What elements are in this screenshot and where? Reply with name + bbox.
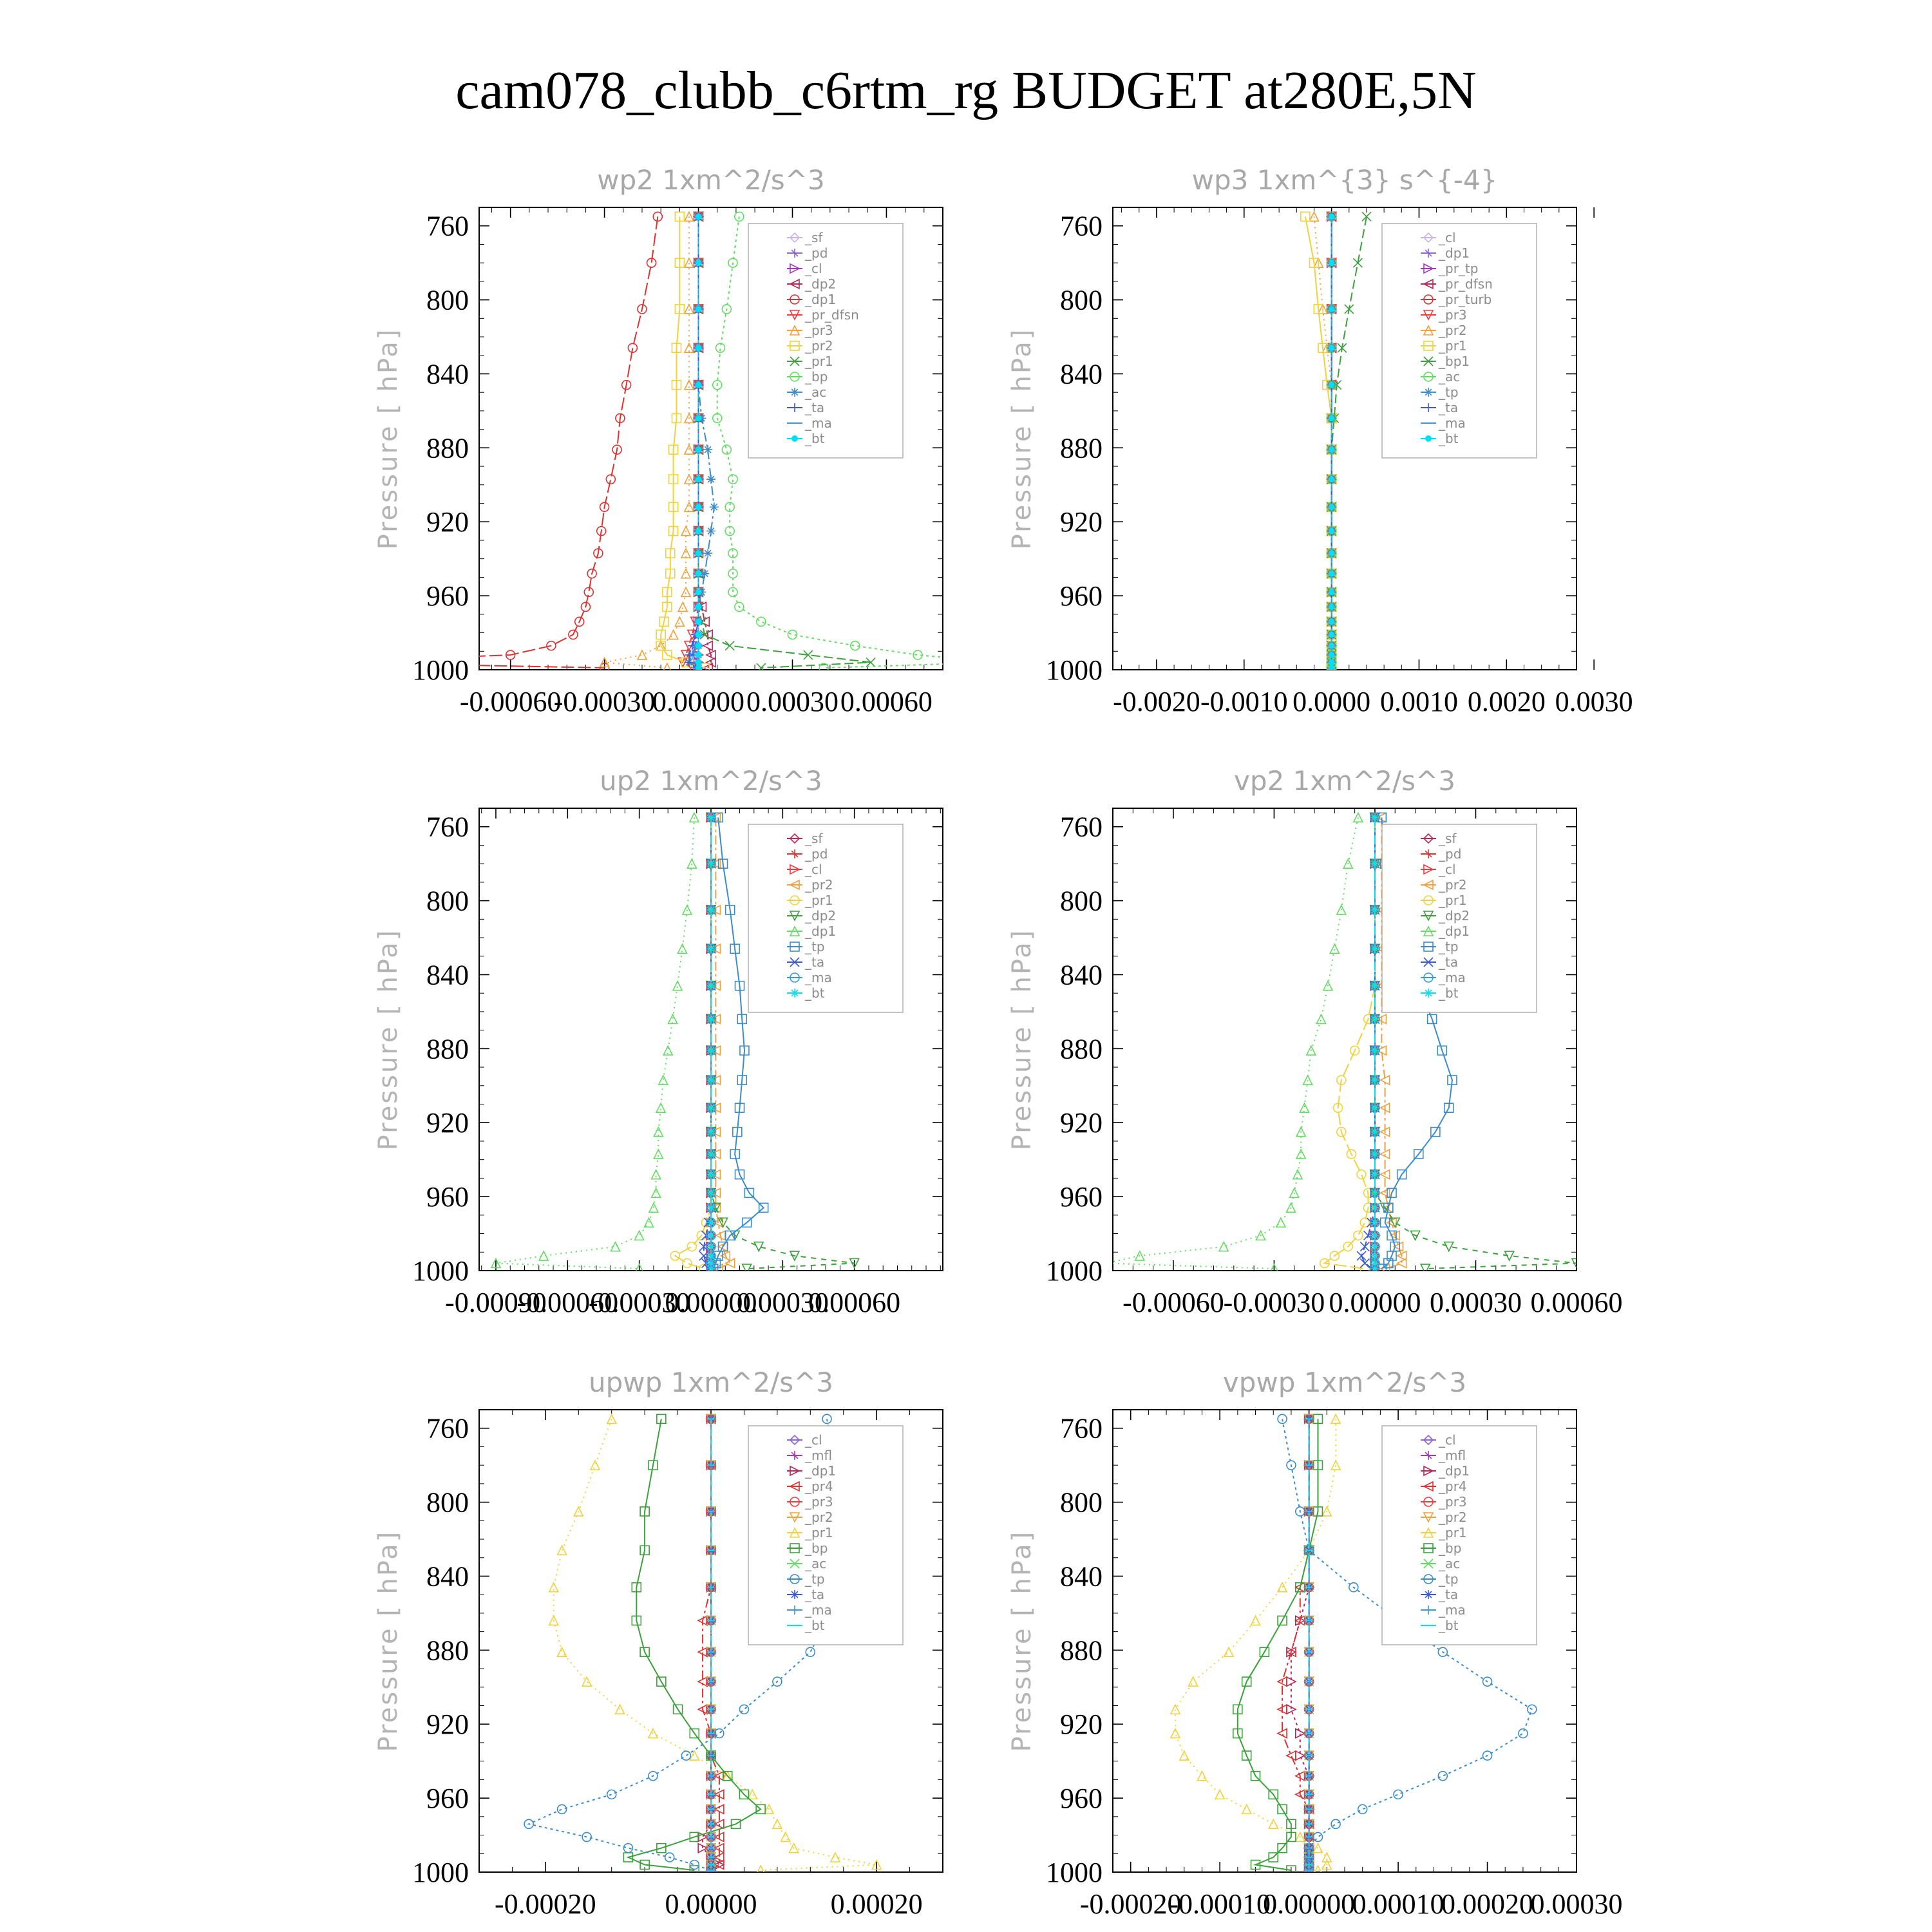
legend-label: _pr3 xyxy=(1439,307,1467,323)
legend-label: _dp1 xyxy=(805,292,837,307)
y-tick-label: 840 xyxy=(426,959,469,991)
x-tick-label: -0.00020 xyxy=(495,1888,596,1920)
panel-title: wp2 1xm^2/s^3 xyxy=(597,164,825,196)
legend xyxy=(748,223,903,458)
x-tick-label: 0.00030 xyxy=(1429,1287,1522,1318)
y-tick-label: 840 xyxy=(426,1560,469,1593)
x-tick-label: -0.00060 xyxy=(516,1287,619,1318)
legend-label: _tp xyxy=(1439,384,1459,400)
legend-label: _dp1 xyxy=(805,1463,837,1479)
legend-label: _sf xyxy=(1439,831,1457,846)
data-point xyxy=(696,345,702,351)
x-tick-label: 0.0030 xyxy=(1555,686,1633,717)
legend-marker xyxy=(791,435,798,442)
x-tick-label: 0.00030 xyxy=(736,1287,829,1318)
y-tick-label: 960 xyxy=(426,1181,469,1213)
y-tick-label: 880 xyxy=(1060,432,1103,464)
data-point xyxy=(706,1218,715,1227)
legend-marker xyxy=(790,388,799,397)
legend-label: _bt xyxy=(1439,985,1459,1001)
data-point xyxy=(1329,659,1335,666)
data-point xyxy=(706,859,715,868)
data-point xyxy=(706,1170,715,1179)
x-tick-label: 0.00010 xyxy=(1352,1888,1444,1920)
legend-label: _pr_tp xyxy=(1439,261,1479,276)
legend-marker xyxy=(1425,435,1432,442)
legend-label: _sf xyxy=(805,230,823,245)
legend-label: _pr1 xyxy=(1439,1525,1467,1540)
data-point xyxy=(1370,1218,1379,1227)
legend-label: _pr2 xyxy=(1439,877,1467,893)
data-point xyxy=(1329,504,1335,510)
legend-label: _pr1 xyxy=(1439,338,1467,354)
y-tick-label: 800 xyxy=(1060,885,1103,917)
y-axis-label: Pressure [ hPa] xyxy=(1007,1530,1037,1752)
y-tick-label: 960 xyxy=(1060,580,1103,612)
legend-label: _pr4 xyxy=(1439,1479,1467,1494)
legend-label: _tp xyxy=(805,939,825,954)
data-point xyxy=(1370,1170,1379,1179)
y-tick-label: 840 xyxy=(426,358,469,390)
y-tick-label: 1000 xyxy=(412,654,469,686)
legend-label: _bp1 xyxy=(1439,354,1470,369)
legend-label: _ta xyxy=(1439,1587,1459,1602)
data-point xyxy=(696,652,702,658)
y-tick-label: 1000 xyxy=(1046,1255,1103,1287)
y-tick-label: 960 xyxy=(1060,1181,1103,1213)
data-point xyxy=(706,1150,715,1159)
data-point xyxy=(1329,652,1335,658)
data-point xyxy=(1329,589,1335,595)
y-tick-label: 800 xyxy=(426,284,469,316)
legend xyxy=(748,824,903,1012)
legend-label: _sf xyxy=(805,831,823,846)
data-point xyxy=(706,981,715,990)
data-point xyxy=(1370,1128,1379,1137)
data-point xyxy=(696,415,702,421)
y-tick-label: 1000 xyxy=(1046,654,1103,686)
legend-label: _pr_dfsn xyxy=(1439,276,1493,292)
legend-label: _cl xyxy=(805,261,822,276)
x-tick-label: 0.00020 xyxy=(830,1888,923,1920)
legend-label: _cl xyxy=(1439,230,1456,245)
legend-label: _pr_dfsn xyxy=(805,307,859,323)
data-point xyxy=(1329,618,1335,625)
x-tick-label: -0.00020 xyxy=(1079,1888,1182,1920)
legend-label: _pr4 xyxy=(805,1479,833,1494)
legend-label: _ta xyxy=(1439,400,1459,415)
y-tick-label: 760 xyxy=(426,210,469,242)
y-tick-label: 920 xyxy=(1060,1107,1103,1139)
y-tick-label: 800 xyxy=(1060,1486,1103,1519)
data-point xyxy=(1329,306,1335,312)
legend-label: _pr2 xyxy=(1439,1510,1467,1525)
x-tick-label: 0.00000 xyxy=(665,1287,757,1318)
y-tick-label: 760 xyxy=(426,811,469,843)
data-point xyxy=(1329,260,1335,266)
legend-marker xyxy=(790,989,799,998)
data-point xyxy=(696,528,702,535)
legend xyxy=(1382,223,1537,458)
legend-label: _pr3 xyxy=(805,323,833,338)
data-point xyxy=(1329,631,1335,638)
x-tick-label: 0.00020 xyxy=(1441,1888,1534,1920)
legend-label: _ta xyxy=(805,1587,825,1602)
legend-marker xyxy=(1424,388,1433,397)
legend-label: _mfl xyxy=(1439,1448,1466,1463)
data-point xyxy=(696,550,702,556)
legend-label: _ta xyxy=(1439,954,1459,970)
legend-label: _ac xyxy=(1439,369,1461,384)
data-point xyxy=(1329,415,1335,421)
y-tick-label: 960 xyxy=(1060,1783,1103,1815)
x-tick-label: 0.00060 xyxy=(840,686,933,717)
data-point xyxy=(1370,1231,1379,1240)
legend xyxy=(748,1426,903,1645)
legend-label: _ta xyxy=(805,954,825,970)
x-tick-label: -0.00030 xyxy=(553,686,656,717)
data-point xyxy=(1370,1150,1379,1159)
legend-label: _tp xyxy=(1439,939,1459,954)
legend-label: _ma xyxy=(805,970,832,985)
legend-label: _ma xyxy=(805,1602,832,1618)
legend-label: _cl xyxy=(805,1432,822,1448)
y-axis-label: Pressure [ hPa] xyxy=(1007,327,1037,550)
legend xyxy=(1382,1426,1537,1645)
legend-label: _dp1 xyxy=(1439,245,1470,261)
y-tick-label: 840 xyxy=(1060,358,1103,390)
legend-label: _dp2 xyxy=(805,908,837,923)
data-point xyxy=(1329,603,1335,610)
legend-label: _ma xyxy=(805,415,832,431)
legend-label: _pd xyxy=(805,245,828,261)
data-point xyxy=(696,446,702,453)
x-tick-label: 0.00000 xyxy=(652,686,745,717)
data-point xyxy=(1329,382,1335,388)
data-point xyxy=(696,382,702,388)
data-point xyxy=(696,618,702,625)
legend-label: _pd xyxy=(805,846,828,862)
legend-label: _pr1 xyxy=(1439,893,1467,908)
panel-title: vp2 1xm^2/s^3 xyxy=(1234,765,1455,797)
legend-label: _bp xyxy=(805,1540,828,1556)
y-tick-label: 960 xyxy=(426,580,469,612)
legend-label: _bp xyxy=(805,369,828,384)
legend-label: _pr2 xyxy=(1439,323,1467,338)
legend-label: _ma xyxy=(1439,970,1466,985)
x-tick-label: 0.00000 xyxy=(1329,1287,1421,1318)
legend-label: _tp xyxy=(805,1571,825,1587)
legend-label: _pr3 xyxy=(805,1494,833,1510)
data-point xyxy=(1370,981,1379,990)
legend-label: _ac xyxy=(1439,1556,1461,1571)
data-point xyxy=(1329,213,1335,220)
legend-label: _ac xyxy=(805,384,827,400)
legend-label: _cl xyxy=(1439,1432,1456,1448)
legend-label: _bt xyxy=(805,985,825,1001)
y-tick-label: 880 xyxy=(1060,1033,1103,1065)
legend-label: _bt xyxy=(1439,431,1459,446)
y-tick-label: 920 xyxy=(426,1107,469,1139)
panel-title: up2 1xm^2/s^3 xyxy=(600,765,822,797)
data-point xyxy=(706,1128,715,1137)
legend-label: _pr1 xyxy=(805,354,833,369)
data-point xyxy=(696,260,702,266)
data-point xyxy=(696,659,702,666)
data-point xyxy=(703,445,712,454)
y-tick-label: 760 xyxy=(1060,1412,1103,1444)
y-tick-label: 880 xyxy=(1060,1634,1103,1667)
y-tick-label: 760 xyxy=(1060,811,1103,843)
data-point xyxy=(1329,528,1335,535)
y-tick-label: 800 xyxy=(426,1486,469,1519)
legend-label: _pr_turb xyxy=(1439,292,1492,307)
x-tick-label: -0.00060 xyxy=(1122,1287,1224,1318)
figure-title: cam078_clubb_c6rtm_rg BUDGET at280E,5N xyxy=(455,61,1477,120)
legend-label: _pr2 xyxy=(805,877,833,893)
y-tick-label: 800 xyxy=(1060,284,1103,316)
data-point xyxy=(696,631,702,638)
y-tick-label: 1000 xyxy=(1046,1857,1103,1888)
x-tick-label: -0.00060 xyxy=(459,686,562,717)
x-tick-label: -0.00030 xyxy=(1223,1287,1325,1318)
y-tick-label: 920 xyxy=(426,506,469,538)
data-point xyxy=(696,476,702,482)
panel-title: vpwp 1xm^2/s^3 xyxy=(1222,1367,1467,1398)
data-point xyxy=(696,504,702,510)
y-axis-label: Pressure [ hPa] xyxy=(374,327,403,550)
x-tick-label: 0.00060 xyxy=(1530,1287,1623,1318)
y-tick-label: 760 xyxy=(1060,210,1103,242)
x-tick-label: 0.0020 xyxy=(1467,686,1546,717)
panel-title: wp3 1xm^{3} s^{-4} xyxy=(1191,164,1498,196)
data-point xyxy=(706,813,715,822)
legend xyxy=(1382,824,1537,1012)
y-tick-label: 920 xyxy=(426,1709,469,1741)
data-point xyxy=(696,603,702,610)
y-tick-label: 880 xyxy=(426,1033,469,1065)
legend-label: _pd xyxy=(1439,846,1462,862)
data-point xyxy=(1329,571,1335,577)
legend-label: _cl xyxy=(1439,862,1456,877)
data-point xyxy=(706,1231,715,1240)
data-point xyxy=(706,1188,715,1197)
data-point xyxy=(1370,1188,1379,1197)
legend-label: _pr2 xyxy=(805,1510,833,1525)
legend-label: _ma xyxy=(1439,415,1466,431)
legend-label: _tp xyxy=(1439,1571,1459,1587)
x-tick-label: -0.0010 xyxy=(1200,686,1288,717)
data-point xyxy=(696,213,702,220)
legend-label: _mfl xyxy=(805,1448,833,1463)
data-point xyxy=(1370,859,1379,868)
panel-title: upwp 1xm^2/s^3 xyxy=(589,1367,833,1398)
legend-label: _pr3 xyxy=(1439,1494,1467,1510)
data-point xyxy=(1329,643,1335,649)
x-tick-label: 0.00030 xyxy=(1530,1888,1623,1920)
y-axis-label: Pressure [ hPa] xyxy=(374,928,403,1151)
x-tick-label: -0.0020 xyxy=(1113,686,1200,717)
data-point xyxy=(1370,813,1379,822)
y-tick-label: 800 xyxy=(426,885,469,917)
legend-label: _dp1 xyxy=(1439,923,1470,939)
data-point xyxy=(696,643,702,649)
data-point xyxy=(1370,944,1379,953)
y-tick-label: 920 xyxy=(1060,506,1103,538)
y-tick-label: 880 xyxy=(426,1634,469,1667)
legend-label: _ma xyxy=(1439,1602,1466,1618)
x-tick-label: 0.00060 xyxy=(808,1287,901,1318)
y-tick-label: 760 xyxy=(426,1412,469,1444)
x-tick-label: -0.00090 xyxy=(445,1287,547,1318)
legend-marker xyxy=(1424,989,1433,998)
data-point xyxy=(696,571,702,577)
x-tick-label: -0.00030 xyxy=(588,1287,690,1318)
legend-label: _dp2 xyxy=(1439,908,1470,923)
x-tick-label: 0.00030 xyxy=(746,686,838,717)
data-point xyxy=(706,944,715,953)
y-tick-label: 880 xyxy=(426,432,469,464)
legend-label: _ac xyxy=(805,1556,827,1571)
legend-label: _dp2 xyxy=(805,276,837,292)
y-axis-label: Pressure [ hPa] xyxy=(374,1530,403,1752)
legend-marker xyxy=(790,1590,799,1599)
data-point xyxy=(696,589,702,595)
y-tick-label: 960 xyxy=(426,1783,469,1815)
legend-label: _pr1 xyxy=(805,1525,833,1540)
y-tick-label: 1000 xyxy=(412,1255,469,1287)
y-axis-label: Pressure [ hPa] xyxy=(1007,928,1037,1151)
data-point xyxy=(1329,476,1335,482)
data-point xyxy=(1329,345,1335,351)
legend-label: _dp1 xyxy=(1439,1463,1470,1479)
x-tick-label: -0.00010 xyxy=(1169,1888,1271,1920)
data-point xyxy=(1329,550,1335,556)
legend-label: _pr2 xyxy=(805,338,833,354)
legend-label: _bp xyxy=(1439,1540,1462,1556)
legend-label: _bt xyxy=(805,1618,825,1633)
legend-label: _dp1 xyxy=(805,923,837,939)
legend-label: _pr1 xyxy=(805,893,833,908)
data-point xyxy=(1329,446,1335,453)
legend-marker xyxy=(1424,1590,1433,1599)
legend-label: _bt xyxy=(805,431,825,446)
data-point xyxy=(696,306,702,312)
x-tick-label: 0.0000 xyxy=(1293,686,1371,717)
legend-label: _ta xyxy=(805,400,825,415)
x-tick-label: 0.00000 xyxy=(665,1888,757,1920)
x-tick-label: 0.0010 xyxy=(1379,686,1458,717)
y-tick-label: 840 xyxy=(1060,1560,1103,1593)
legend-label: _cl xyxy=(805,862,822,877)
y-tick-label: 920 xyxy=(1060,1709,1103,1741)
y-tick-label: 1000 xyxy=(412,1857,469,1888)
legend-label: _bt xyxy=(1439,1618,1459,1633)
x-tick-label: 0.00000 xyxy=(1263,1888,1356,1920)
y-tick-label: 840 xyxy=(1060,959,1103,991)
